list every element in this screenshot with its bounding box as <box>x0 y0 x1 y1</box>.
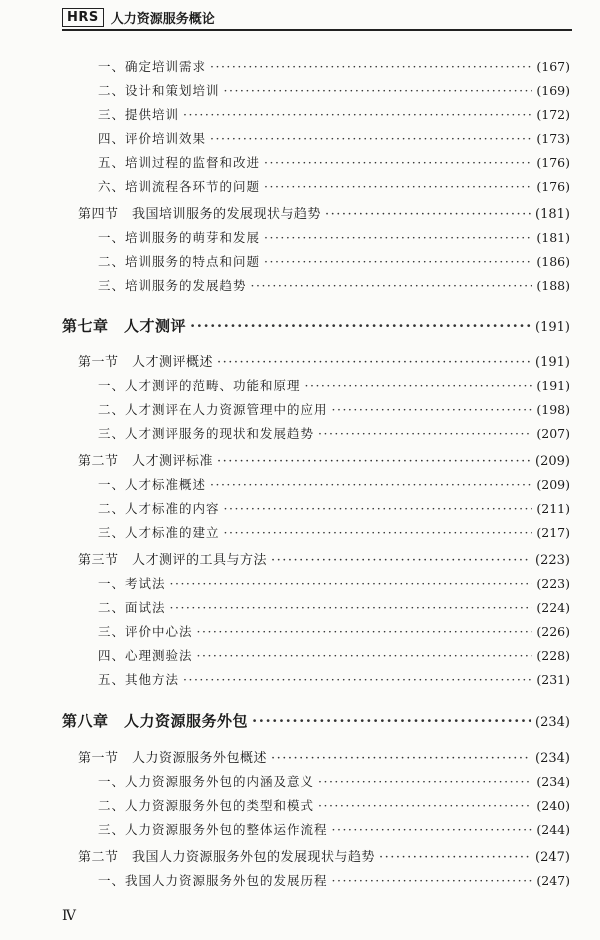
toc-subsection-entry <box>98 276 570 294</box>
dot-leader <box>318 798 532 813</box>
dot-leader <box>305 378 533 393</box>
entry-page-number: (173) <box>536 131 570 146</box>
entry-title: 第七章 人才测评 <box>62 317 187 335</box>
dot-leader <box>271 751 531 766</box>
toc-chapter-entry <box>62 315 570 336</box>
toc-section-entry <box>78 351 570 370</box>
toc-subsection-entry <box>98 646 570 664</box>
dot-leader <box>332 873 533 888</box>
entry-title: 五、其他方法 <box>98 672 180 687</box>
dot-leader <box>210 477 532 492</box>
entry-page-number: (191) <box>536 378 570 393</box>
toc-subsection-entry <box>98 252 570 270</box>
header-rule <box>62 29 572 31</box>
series-badge: HRS <box>62 8 104 27</box>
toc-section-entry <box>78 747 570 766</box>
entry-title: 一、确定培训需求 <box>98 59 207 74</box>
entry-title: 一、人才标准概述 <box>98 477 207 492</box>
toc-chapter-entry <box>62 710 570 731</box>
toc-section-entry <box>78 450 570 469</box>
entry-page-number: (167) <box>536 59 570 74</box>
entry-title: 一、人力资源服务外包的内涵及意义 <box>98 774 315 789</box>
entry-title: 一、人才测评的范畴、功能和原理 <box>98 378 301 393</box>
dot-leader <box>325 207 531 222</box>
entry-title: 二、人才测评在人力资源管理中的应用 <box>98 402 328 417</box>
entry-page-number: (231) <box>536 672 570 687</box>
toc-subsection-entry <box>98 772 570 790</box>
dot-leader <box>183 672 532 687</box>
entry-page-number: (234) <box>536 774 570 789</box>
toc-section-entry <box>78 549 570 568</box>
dot-leader <box>271 553 531 568</box>
dot-leader <box>190 317 531 335</box>
dot-leader <box>264 230 532 245</box>
entry-title: 第一节 人才测评概述 <box>78 355 214 370</box>
entry-title: 三、培训服务的发展趋势 <box>98 278 247 293</box>
entry-title: 二、人才标准的内容 <box>98 501 220 516</box>
toc-subsection-entry <box>98 670 570 688</box>
entry-page-number: (186) <box>536 254 570 269</box>
dot-leader <box>197 624 533 639</box>
dot-leader <box>217 454 531 469</box>
entry-title: 第三节 人才测评的工具与方法 <box>78 553 268 568</box>
entry-title: 第二节 我国人力资源服务外包的发展现状与趋势 <box>78 850 376 865</box>
entry-page-number: (217) <box>536 525 570 540</box>
entry-page-number: (172) <box>536 107 570 122</box>
entry-page-number: (223) <box>536 576 570 591</box>
entry-page-number: (207) <box>536 426 570 441</box>
dot-leader <box>318 426 532 441</box>
entry-page-number: (176) <box>536 179 570 194</box>
entry-page-number: (228) <box>536 648 570 663</box>
entry-title: 第一节 人力资源服务外包概述 <box>78 751 268 766</box>
entry-page-number: (181) <box>535 207 570 222</box>
dot-leader <box>183 107 532 122</box>
entry-page-number: (234) <box>535 751 570 766</box>
toc-subsection-entry <box>98 820 570 838</box>
entry-page-number: (247) <box>535 850 570 865</box>
toc-subsection-entry <box>98 499 570 517</box>
entry-page-number: (211) <box>536 501 570 516</box>
entry-title: 四、评价培训效果 <box>98 131 207 146</box>
entry-title: 二、面试法 <box>98 600 166 615</box>
entry-title: 三、人才测评服务的现状和发展趋势 <box>98 426 315 441</box>
toc-section-entry <box>78 846 570 865</box>
dot-leader <box>264 155 532 170</box>
toc-subsection-entry <box>98 376 570 394</box>
dot-leader <box>197 648 533 663</box>
toc-subsection-entry <box>98 105 570 123</box>
page-number: Ⅳ <box>62 908 76 924</box>
entry-title: 三、人力资源服务外包的整体运作流程 <box>98 822 328 837</box>
toc-subsection-entry <box>98 622 570 640</box>
toc-subsection-entry <box>98 424 570 442</box>
toc-subsection-entry <box>98 523 570 541</box>
dot-leader <box>264 179 532 194</box>
entry-page-number: (191) <box>535 320 570 335</box>
toc-subsection-entry <box>98 871 570 889</box>
entry-page-number: (247) <box>536 873 570 888</box>
toc-subsection-entry <box>98 400 570 418</box>
running-header <box>62 8 215 27</box>
entry-title: 第八章 人力资源服务外包 <box>62 712 249 730</box>
dot-leader <box>332 402 533 417</box>
toc-section-entry <box>78 203 570 222</box>
entry-title: 二、设计和策划培训 <box>98 83 220 98</box>
dot-leader <box>210 59 532 74</box>
entry-page-number: (226) <box>536 624 570 639</box>
entry-page-number: (234) <box>535 715 570 730</box>
toc-subsection-entry <box>98 796 570 814</box>
entry-page-number: (188) <box>536 278 570 293</box>
entry-page-number: (209) <box>536 477 570 492</box>
toc-subsection-entry <box>98 475 570 493</box>
dot-leader <box>332 822 533 837</box>
entry-page-number: (240) <box>536 798 570 813</box>
dot-leader <box>224 501 533 516</box>
dot-leader <box>224 525 533 540</box>
dot-leader <box>170 576 533 591</box>
entry-title: 一、培训服务的萌芽和发展 <box>98 230 261 245</box>
dot-leader <box>170 600 533 615</box>
dot-leader <box>210 131 532 146</box>
toc-subsection-entry <box>98 177 570 195</box>
entry-title: 二、人力资源服务外包的类型和模式 <box>98 798 315 813</box>
dot-leader <box>264 254 532 269</box>
book-title: 人力资源服务概论 <box>110 12 215 27</box>
entry-title: 六、培训流程各环节的问题 <box>98 179 261 194</box>
entry-page-number: (176) <box>536 155 570 170</box>
toc-subsection-entry <box>98 598 570 616</box>
entry-title: 第四节 我国培训服务的发展现状与趋势 <box>78 207 322 222</box>
entry-title: 三、评价中心法 <box>98 624 193 639</box>
toc-subsection-entry <box>98 57 570 75</box>
dot-leader <box>251 278 533 293</box>
toc-subsection-entry <box>98 228 570 246</box>
entry-page-number: (244) <box>536 822 570 837</box>
dot-leader <box>217 355 531 370</box>
entry-page-number: (223) <box>535 553 570 568</box>
entry-title: 第二节 人才测评标准 <box>78 454 214 469</box>
entry-page-number: (191) <box>535 355 570 370</box>
entry-page-number: (209) <box>535 454 570 469</box>
toc-subsection-entry <box>98 574 570 592</box>
entry-title: 二、培训服务的特点和问题 <box>98 254 261 269</box>
toc-subsection-entry <box>98 153 570 171</box>
entry-page-number: (169) <box>536 83 570 98</box>
entry-page-number: (224) <box>536 600 570 615</box>
entry-title: 五、培训过程的监督和改进 <box>98 155 261 170</box>
entry-title: 三、人才标准的建立 <box>98 525 220 540</box>
entry-title: 三、提供培训 <box>98 107 180 122</box>
entry-title: 四、心理测验法 <box>98 648 193 663</box>
dot-leader <box>379 850 531 865</box>
toc-subsection-entry <box>98 129 570 147</box>
dot-leader <box>318 774 532 789</box>
entry-title: 一、考试法 <box>98 576 166 591</box>
entry-page-number: (181) <box>536 230 570 245</box>
entry-page-number: (198) <box>536 402 570 417</box>
dot-leader <box>224 83 533 98</box>
toc-subsection-entry <box>98 81 570 99</box>
entry-title: 一、我国人力资源服务外包的发展历程 <box>98 873 328 888</box>
dot-leader <box>252 712 531 730</box>
